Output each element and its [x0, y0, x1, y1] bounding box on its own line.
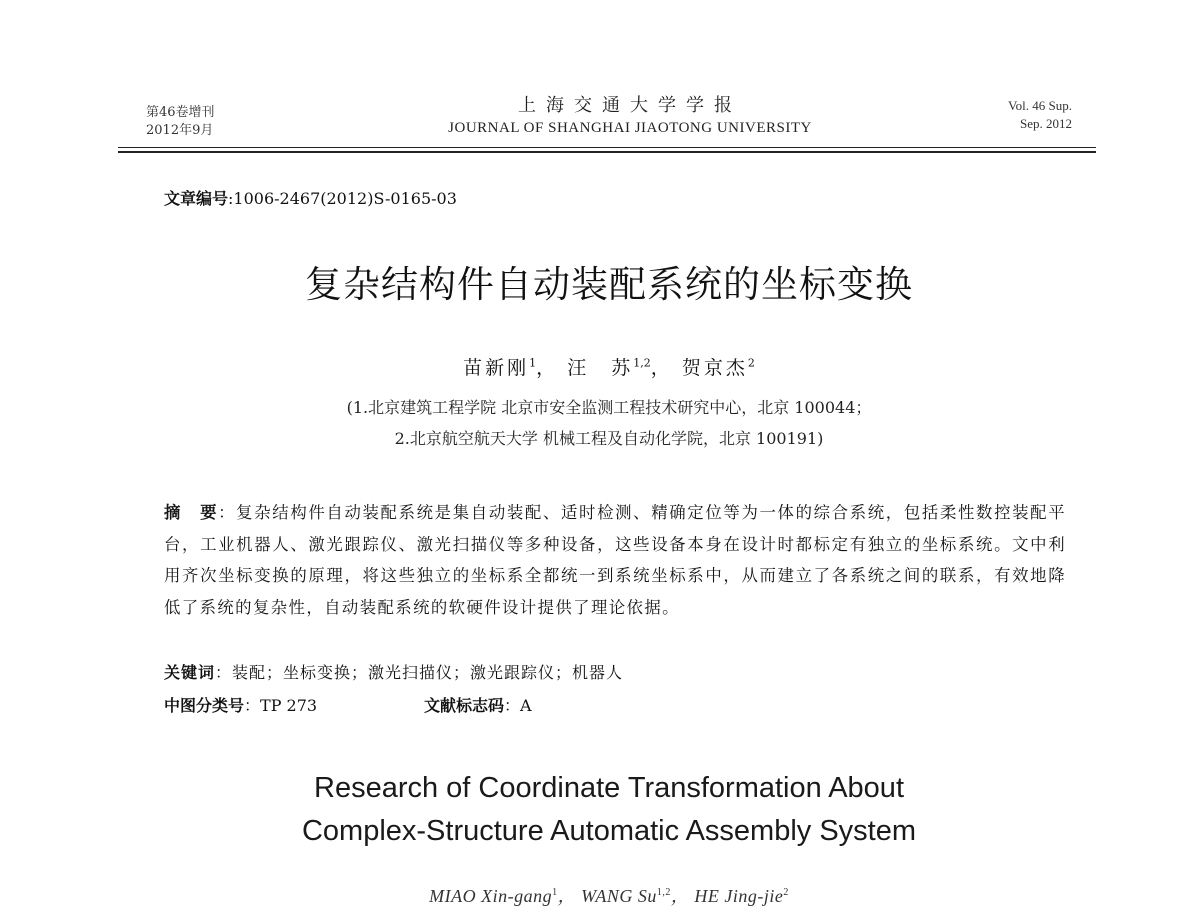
volume-date: Sep. 2012 — [1020, 116, 1072, 131]
paper-title-en-line2: Complex-Structure Automatic Assembly System — [301, 815, 917, 847]
author-name: 苗新刚 — [463, 357, 530, 379]
issue-date: 2012年9月 — [146, 123, 214, 138]
author-separator: ， — [557, 886, 577, 906]
abstract-label: 摘 要 — [164, 503, 219, 522]
author-name: 贺京杰 — [681, 357, 748, 379]
document-code-label: 文献标志码 — [424, 696, 505, 715]
keywords-label: 关键词 — [164, 663, 216, 682]
authors-en — [0, 882, 1200, 908]
author-affil-mark: 1 — [529, 356, 537, 370]
author-name: 汪 苏 — [567, 357, 634, 379]
author-name-en: MIAO Xin-gang — [429, 886, 553, 906]
article-number-label: 文章编号 — [164, 189, 229, 208]
author-separator: ， — [650, 357, 673, 379]
journal-title-en: JOURNAL OF SHANGHAI JIAOTONG UNIVERSITY — [448, 120, 812, 136]
author-name-en: WANG Su — [581, 886, 657, 906]
author-affil-mark: 2 — [783, 887, 789, 898]
keywords-text: ：装配；坐标变换；激光扫描仪；激光跟踪仪；机器人 — [215, 663, 624, 682]
author-separator: ， — [536, 357, 559, 379]
header-rule-bottom — [118, 151, 1096, 153]
journal-header — [400, 94, 860, 138]
volume-number: Vol. 46 Sup. — [1007, 98, 1072, 113]
keywords — [164, 660, 623, 683]
article-number — [164, 186, 457, 209]
clc-value: ：TP 273 — [244, 696, 318, 715]
issue-number: 第46卷增刊 — [146, 105, 215, 120]
header-rule-top — [118, 147, 1096, 148]
affiliation-1: (1.北京建筑工程学院 北京市安全监测工程技术研究中心，北京 100044； — [346, 398, 872, 417]
article-number-value: :1006-2467(2012)S-0165-03 — [228, 189, 457, 208]
authors-cn — [0, 353, 1200, 380]
author-name-en: HE Jing-jie — [694, 886, 784, 906]
author-affil-mark: 2 — [747, 356, 755, 370]
journal-title-cn: 上海交通大学学报 — [518, 95, 742, 116]
abstract-text: ：复杂结构件自动装配系统是集自动装配、适时检测、精确定位等为一体的综合系统，包括柔性数控装配平台，工业机器人、激光跟踪仪、激光扫描仪等多种设备，这些设备本身在设计时都标定有独立的坐标系统。文中利用齐次坐标变换的原理，将这些独立的坐标系全都统一到系统坐标系中，从而建立了各系统之间的联系，有效地降低了系统的复杂性，自动装配系统的软硬件设计提供了理论依据。 — [164, 503, 1067, 617]
document-code-value: ：A — [504, 696, 532, 715]
paper-title-en-line1: Research of Coordinate Transformation About — [314, 772, 904, 804]
author-affil-mark: 1,2 — [656, 887, 671, 898]
volume-info — [1008, 97, 1072, 133]
document-code — [424, 693, 532, 716]
author-affil-mark: 1,2 — [633, 356, 651, 370]
clc-label: 中图分类号 — [164, 696, 245, 715]
clc-number — [164, 693, 317, 716]
affiliation-2: 2.北京航空航天大学 机械工程及自动化学院，北京 100191) — [394, 429, 824, 448]
abstract — [164, 497, 1066, 623]
issue-info — [146, 104, 215, 140]
author-separator: ， — [670, 886, 690, 906]
author-affil-mark: 1 — [552, 887, 558, 898]
paper-title-cn: 复杂结构件自动装配系统的坐标变换 — [305, 263, 913, 306]
